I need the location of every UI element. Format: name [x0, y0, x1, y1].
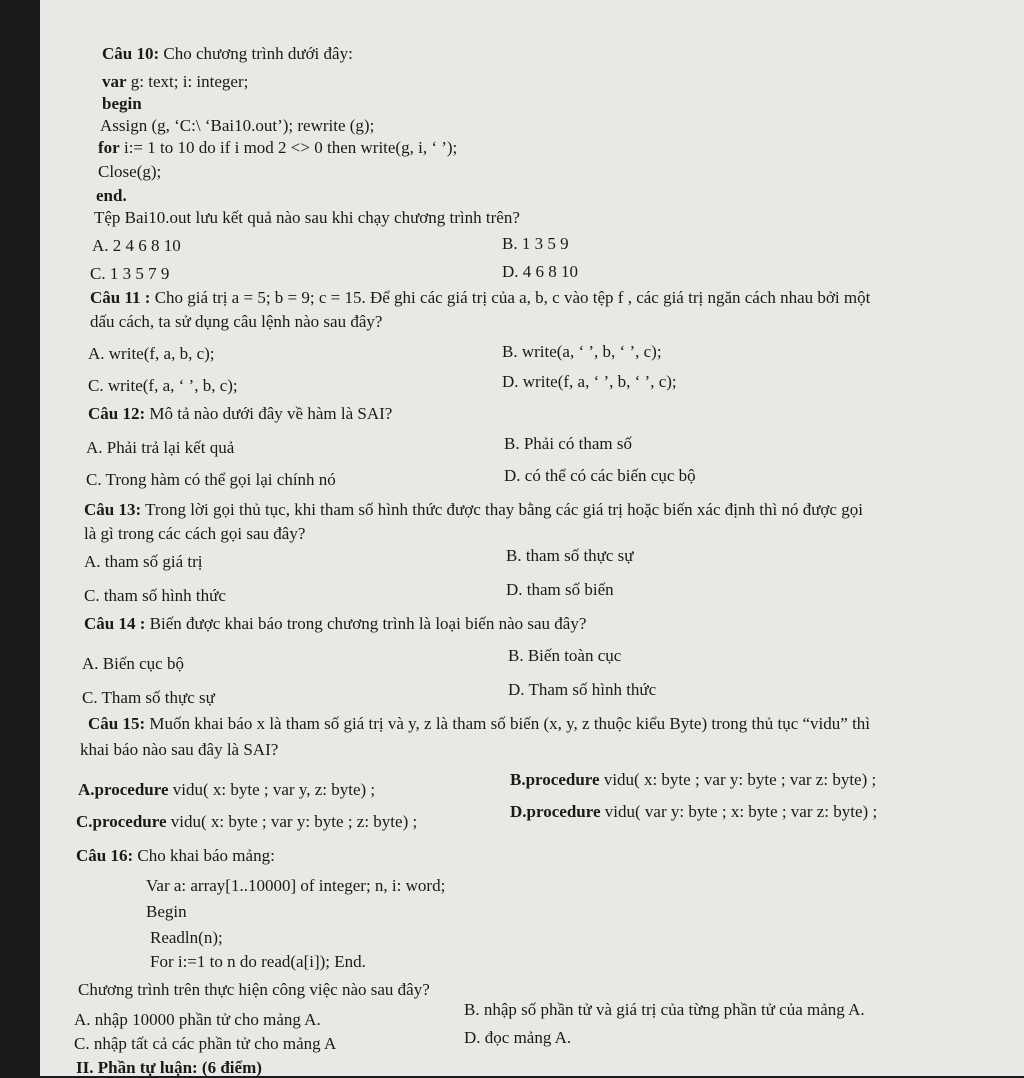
q14-option-c: C. Tham số thực sự — [82, 688, 215, 707]
q16-question: Chương trình trên thực hiện công việc nào sau đây? — [78, 980, 430, 999]
q16-code-line-3: Readln(n); — [150, 928, 223, 947]
q14-option-b: B. Biến toàn cục — [508, 646, 622, 665]
q10-question: Tệp Bai10.out lưu kết quả nào sau khi chạy chương trình trên? — [94, 208, 520, 227]
q14-option-a: A. Biến cục bộ — [82, 654, 184, 673]
q15-option-d: D.procedure vidu( var y: byte ; x: byte ; var z: byte) ; — [510, 802, 878, 821]
q16-code-line-4: For i:=1 to n do read(a[i]); End. — [150, 952, 366, 971]
q15-stem — [88, 714, 870, 734]
q11-option-b: B. write(a, ‘ ’, b, ‘ ’, c); — [502, 342, 662, 361]
q10-label: Câu 10: — [102, 44, 160, 63]
q15-option-b: B.procedure vidu( x: byte ; var y: byte ; var z: byte) ; — [510, 770, 877, 789]
q10-option-a: A. 2 4 6 8 10 — [92, 236, 181, 255]
q10-code-line-4: for i:= 1 to 10 do if i mod 2 <> 0 then write(g, i, ‘ ’); — [98, 138, 458, 157]
q10-code-line-3: Assign (g, ‘C:\ ‘Bai10.out’); rewrite (g); — [100, 116, 375, 135]
q16-option-d: D. đọc mảng A. — [464, 1028, 572, 1047]
q16-text: Cho khai báo mảng: — [137, 846, 275, 865]
q16-stem — [76, 846, 275, 866]
q16-code-line-1: Var a: array[1..10000] of integer; n, i: word; — [146, 876, 446, 895]
q10-text: Cho chương trình dưới đây: — [163, 44, 353, 63]
q14-label: Câu 14 : — [84, 614, 146, 633]
q12-option-a: A. Phải trả lại kết quả — [86, 438, 235, 457]
q11-label: Câu 11 : — [90, 288, 151, 307]
q13-text: Trong lời gọi thủ tục, khi tham số hình thức được thay bằng các giá trị hoặc biến xác định thì nó được gọi — [145, 500, 863, 519]
q15-text: Muốn khai báo x là tham số giá trị và y, z là tham số biến (x, y, z thuộc kiểu Byte) trong thủ tục “vidu” thì — [149, 714, 871, 733]
q10-option-d: D. 4 6 8 10 — [502, 262, 579, 281]
q13-stem — [84, 500, 863, 520]
q11-option-c: C. write(f, a, ‘ ’, b, c); — [88, 376, 238, 395]
q12-label: Câu 12: — [88, 404, 146, 423]
q16-option-a: A. nhập 10000 phần tử cho mảng A. — [74, 1010, 321, 1029]
q12-option-d: D. có thể có các biến cục bộ — [504, 466, 696, 485]
q10-option-c: C. 1 3 5 7 9 — [90, 264, 170, 283]
q12-stem — [88, 404, 392, 424]
exam-page — [40, 0, 1024, 1076]
q10-stem — [102, 44, 353, 64]
q12-option-b: B. Phải có tham số — [504, 434, 632, 453]
q15-option-a: A.procedure vidu( x: byte ; var y, z: byte) ; — [78, 780, 376, 799]
q12-option-c: C. Trong hàm có thể gọi lại chính nó — [86, 470, 336, 489]
q15-label: Câu 15: — [88, 714, 146, 733]
q16-label: Câu 16: — [76, 846, 134, 865]
q11-text: Cho giá trị a = 5; b = 9; c = 15. Để ghi các giá trị của a, b, c vào tệp f , các giá trị ngăn cách nhau bởi một — [154, 288, 871, 307]
q13-stem-cont: là gì trong các cách gọi sau đây? — [84, 524, 306, 543]
q14-text: Biến được khai báo trong chương trình là loại biến nào sau đây? — [149, 614, 587, 633]
q11-stem-cont: dấu cách, ta sử dụng câu lệnh nào sau đây? — [90, 312, 383, 331]
q10-code-line-5: Close(g); — [98, 162, 162, 181]
q13-option-c: C. tham số hình thức — [84, 586, 226, 605]
q16-option-c: C. nhập tất cả các phần tử cho mảng A — [74, 1034, 337, 1053]
q14-stem — [84, 614, 586, 634]
q14-option-d: D. Tham số hình thức — [508, 680, 657, 699]
q13-label: Câu 13: — [84, 500, 142, 519]
q11-option-a: A. write(f, a, b, c); — [88, 344, 215, 363]
q10-code-line-2: begin — [102, 94, 142, 113]
q15-stem-cont: khai báo nào sau đây là SAI? — [80, 740, 279, 759]
q16-code-line-2: Begin — [146, 902, 187, 921]
q15-option-c: C.procedure vidu( x: byte ; var y: byte ; z: byte) ; — [76, 812, 418, 831]
q10-code-line-1: var g: text; i: integer; — [102, 72, 249, 91]
q13-option-a: A. tham số giá trị — [84, 552, 203, 571]
q10-code-line-6: end. — [96, 186, 127, 205]
q12-text: Mô tả nào dưới đây về hàm là SAI? — [149, 404, 393, 423]
q11-stem — [90, 288, 870, 308]
q13-option-b: B. tham số thực sự — [506, 546, 634, 565]
q11-option-d: D. write(f, a, ‘ ’, b, ‘ ’, c); — [502, 372, 677, 391]
q16-option-b: B. nhập số phần tử và giá trị của từng phần tử của mảng A. — [464, 1000, 865, 1019]
q13-option-d: D. tham số biến — [506, 580, 614, 599]
section-heading: II. Phần tự luận: (6 điểm) — [76, 1058, 262, 1077]
q10-option-b: B. 1 3 5 9 — [502, 234, 569, 253]
